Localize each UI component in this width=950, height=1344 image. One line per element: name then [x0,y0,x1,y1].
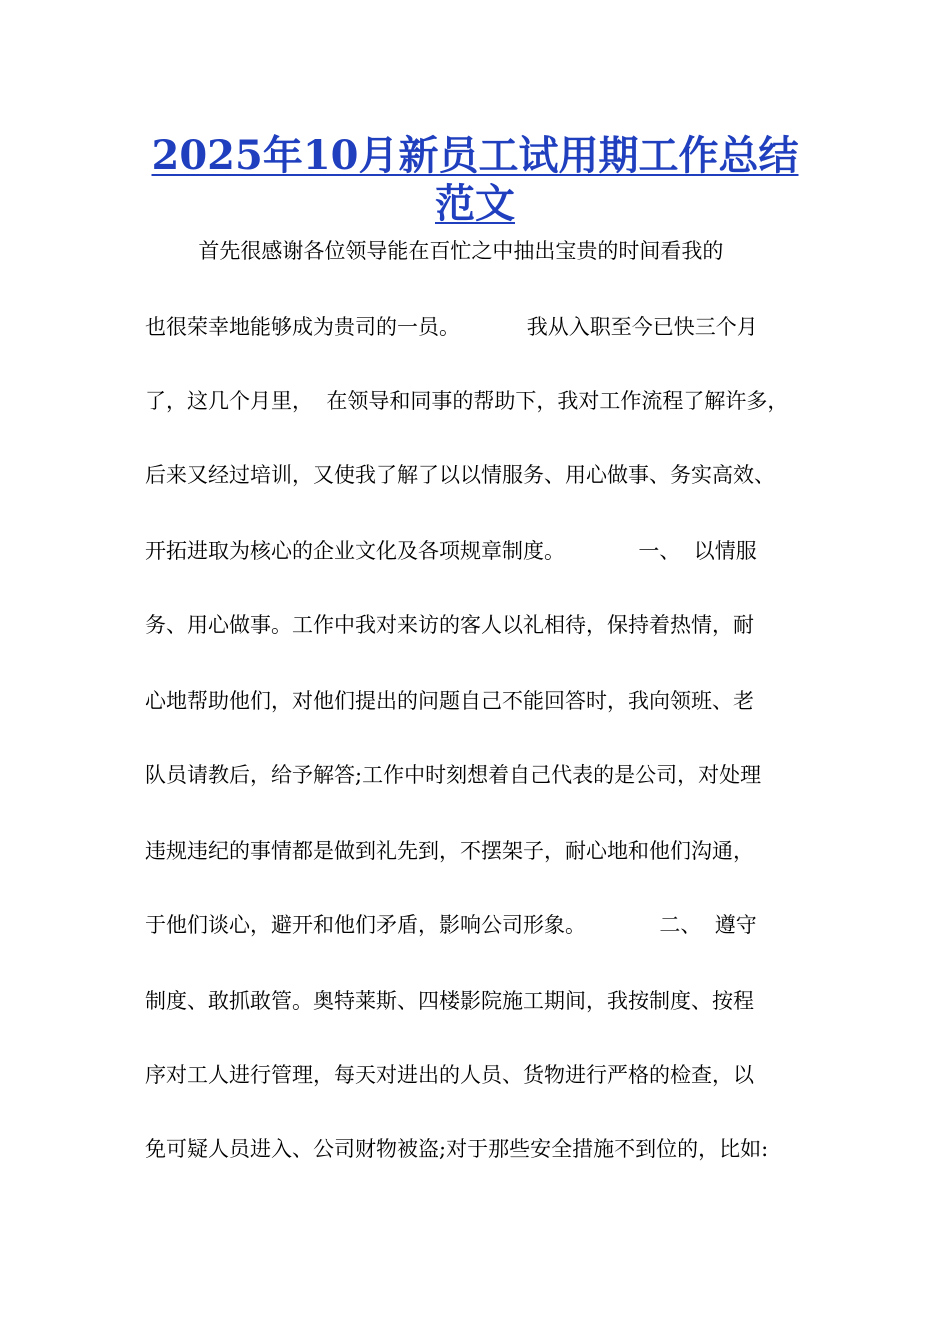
body-line-6: 务、用心做事。工作中我对来访的客人以礼相待，保持着热情，耐 [145,613,754,637]
body-line-4: 后来又经过培训，又使我了解了以以情服务、用心做事、务实高效、 [145,463,775,487]
body-line-5: 开拓进取为核心的企业文化及各项规章制度。 一、 以情服 [145,539,757,563]
body-line-3: 了，这几个月里， 在领导和同事的帮助下，我对工作流程了解许多， [145,389,789,413]
body-line-13: 免可疑人员进入、公司财物被盗;对于那些安全措施不到位的，比如: [145,1137,769,1161]
body-line-11: 制度、敢抓敢管。奥特莱斯、四楼影院施工期间，我按制度、按程 [145,989,754,1013]
body-line-8: 队员请教后，给予解答;工作中时刻想着自己代表的是公司，对处理 [145,763,762,787]
body-line-1: 首先很感谢各位领导能在百忙之中抽出宝贵的时间看我的 [145,239,724,263]
body-line-12: 序对工人进行管理，每天对进出的人员、货物进行严格的检查，以 [145,1063,754,1087]
body-line-10: 于他们谈心，避开和他们矛盾，影响公司形象。 二、 遵守 [145,913,757,937]
document-title-line-1: 2025年10月新员工试用期工作总结 [151,132,799,179]
document-title-line-2: 范文 [435,180,515,227]
body-line-9: 违规违纪的事情都是做到礼先到，不摆架子，耐心地和他们沟通， [145,839,754,863]
body-line-7: 心地帮助他们，对他们提出的问题自己不能回答时，我向领班、老 [145,689,754,713]
body-line-2: 也很荣幸地能够成为贵司的一员。 我从入职至今已快三个月 [145,315,758,339]
